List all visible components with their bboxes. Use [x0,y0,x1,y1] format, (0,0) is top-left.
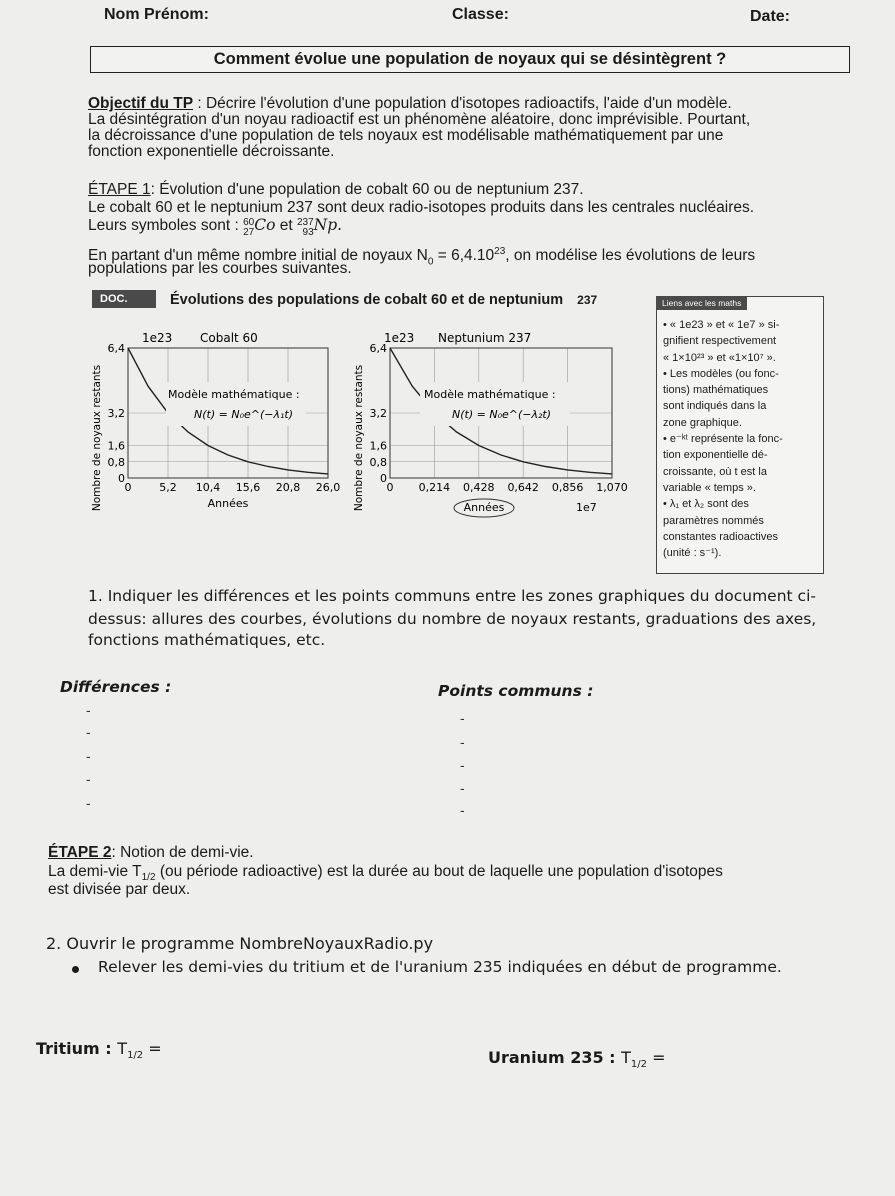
x-tick-label: 0 [124,481,132,494]
maths-box [656,296,824,574]
neptunium-symbol: Np. [313,216,343,234]
tritium-label: Tritium : [36,1039,112,1058]
objectif-line-3: la décroissance d'une population de tels noyaux est modélisable mathématiquement par une [88,127,724,144]
cobalt-nucleon-numbers: 60 27 [243,217,255,238]
x-tick-label: 15,6 [235,481,261,494]
y-tick-label: 1,6 [107,439,125,453]
etape1-label: ÉTAPE 1 [88,181,151,198]
x-tick-label: 1,070 [596,481,628,494]
question2-bullet: Relever les demi-vies du tritium et de l'uranium 235 indiquées en début de programme. [98,958,782,976]
etape1-line-1: Le cobalt 60 et le neptunium 237 sont deux radio-isotopes produits dans les centrales nucléaires. [88,199,755,216]
maths-box-line: tions) mathématiques [663,384,769,397]
commun-dash-2: - [460,734,465,750]
commun-dash-1: - [460,710,465,726]
uranium-label: Uranium 235 : [488,1048,616,1067]
question1-line-2: dessus: allures des courbes, évolutions du nombre de noyaux restants, graduations des axes, [88,610,817,628]
classe-label: Classe: [452,6,509,23]
question1-line-1: 1. Indiquer les différences et les points communs entre les zones graphiques du document ci- [88,587,816,605]
maths-box-line: • « 1e23 » et « 1e7 » si- [663,319,780,331]
commun-dash-4: - [460,780,465,796]
neptunium-multiplier: 1e23 [384,331,415,345]
cobalt-chart [88,318,350,520]
y-tick-label: 3,2 [107,407,125,420]
maths-box-line: croissante, où t est la [663,465,767,478]
objectif-text: : Décrire l'évolution d'une population d'isotopes radioactifs, l'aide d'un modèle. [193,95,732,112]
commun-dash-5: - [460,802,465,818]
cobalt-model-label: Modèle mathématique : [168,388,300,401]
points-communs-label: Points communs : [438,682,594,700]
maths-box-line: « 1×10²³ » et «1×10⁷ ». [663,351,776,364]
x-tick-label: 0,214 [418,481,451,494]
etape2-label: ÉTAPE 2 [48,844,112,861]
tritium-answer: Tritium : $T_{1/2}$ = [36,1039,162,1062]
x-tick-label: 0,642 [507,481,539,494]
etape1-title: : Évolution d'une population de cobalt 60 ou de neptunium 237. [150,181,584,198]
uranium-answer: Uranium 235 : $T_{1/2}$ = [488,1048,666,1071]
etape2-line-1: La demi-vie $T_{1/2}$ (ou période radioactive) est la durée au bout de laquelle une population d'isotopes [48,863,723,884]
cobalt-title: Cobalt 60 [200,331,258,345]
etape2-line-2: est divisée par deux. [48,881,191,898]
cobalt-xlabel: Années [207,497,249,510]
cobalt-ylabel: Nombre de noyaux restants [91,364,103,512]
maths-box-line: zone graphique. [663,416,742,429]
etape1-line-3: En partant d'un même nombre initial de noyaux $N_0 = 6,4.10^{23}$, on modélise les évolutions de leurs [88,246,756,268]
maths-box-line: tion exponentielle dé- [663,449,768,462]
x-tick-label: 0,428 [463,481,495,494]
y-tick-label: 0 [380,472,387,485]
x-tick-label: 26,0 [315,481,341,494]
doc-tag: DOC. [92,290,156,308]
difference-dash-4: - [86,771,91,787]
question2-line: 2. Ouvrir le programme NombreNoyauxRadio.py [46,934,434,953]
objectif-label: Objectif du TP [88,95,194,112]
neptunium-model-label: Modèle mathématique : [424,388,556,401]
y-tick-label: 0 [118,472,125,485]
maths-box-line: paramètres nommés [663,514,764,527]
maths-box-title: Liens avec les maths [656,296,747,310]
commun-dash-3: - [460,757,465,773]
objectif-line-2: La désintégration d'un noyau radioactif est un phénomène aléatoire, donc imprévisible. Pourtant, [88,111,751,128]
objectif-line-4: fonction exponentielle décroissante. [88,143,335,160]
difference-dash-3: - [86,748,91,764]
etape1-heading [88,180,584,199]
etape1-line-4: populations par les courbes suivantes. [88,260,352,277]
bullet-icon [72,966,79,973]
date-label: Date: [750,8,791,25]
neptunium-xlabel: Années [463,501,505,514]
neptunium-chart [350,318,650,520]
cobalt-symbol: Co [254,216,276,234]
maths-box-line: • Les modèles (ou fonc- [663,367,779,380]
etape2-title: : Notion de demi-vie. [111,844,254,861]
y-tick-label: 6,4 [107,342,125,355]
difference-dash-1: - [86,702,91,718]
maths-box-line: • e⁻ᵏᵗ représente la fonc- [663,433,783,446]
doc-title: Évolutions des populations de cobalt 60 et de neptunium 237 [170,292,598,308]
neptunium-title: Neptunium 237 [438,331,532,345]
maths-box-line: gnifient respectivement [663,335,777,348]
maths-box-line: • λ₁ et λ₂ sont des [663,498,749,511]
cobalt-formula: N(t) = N₀e^(−λ₁t) [194,408,293,421]
neptunium-nucleon-numbers: 237 93 [296,217,314,238]
difference-dash-5: - [86,795,91,811]
y-tick-label: 0,8 [369,455,387,469]
maths-box-line: sont indiqués dans la [663,400,767,413]
x-tick-label: 5,2 [159,481,177,494]
x-tick-label: 20,8 [275,481,301,494]
x-tick-label: 0,856 [551,481,584,494]
question1-line-3: fonctions mathématiques, etc. [88,631,326,649]
maths-box-line: (unité : s⁻¹). [663,547,722,560]
etape1-symbols: Leurs symboles sont : 60 27Co et 237 93Np. [88,216,343,238]
maths-box-line: constantes radioactives [663,530,778,543]
neptunium-formula: N(t) = N₀e^(−λ₂t) [452,408,551,421]
maths-box-line: variable « temps ». [663,481,756,494]
page-title: Comment évolue une population de noyaux qui se désintègrent ? [213,50,727,68]
etape2-heading [48,844,254,862]
neptunium-x-multiplier: 1e7 [576,501,597,514]
neptunium-ylabel: Nombre de noyaux restants [353,364,365,512]
nom-prenom-label: Nom Prénom: [104,6,209,23]
x-tick-label: 10,4 [195,481,221,494]
difference-dash-2: - [86,724,91,740]
y-tick-label: 0,8 [107,455,125,469]
differences-label: Différences : [60,678,172,696]
title-box [90,46,850,73]
y-tick-label: 6,4 [369,342,387,355]
y-tick-label: 3,2 [369,407,387,420]
x-tick-label: 0 [386,481,394,494]
y-tick-label: 1,6 [369,439,387,453]
cobalt-multiplier: 1e23 [142,331,173,345]
